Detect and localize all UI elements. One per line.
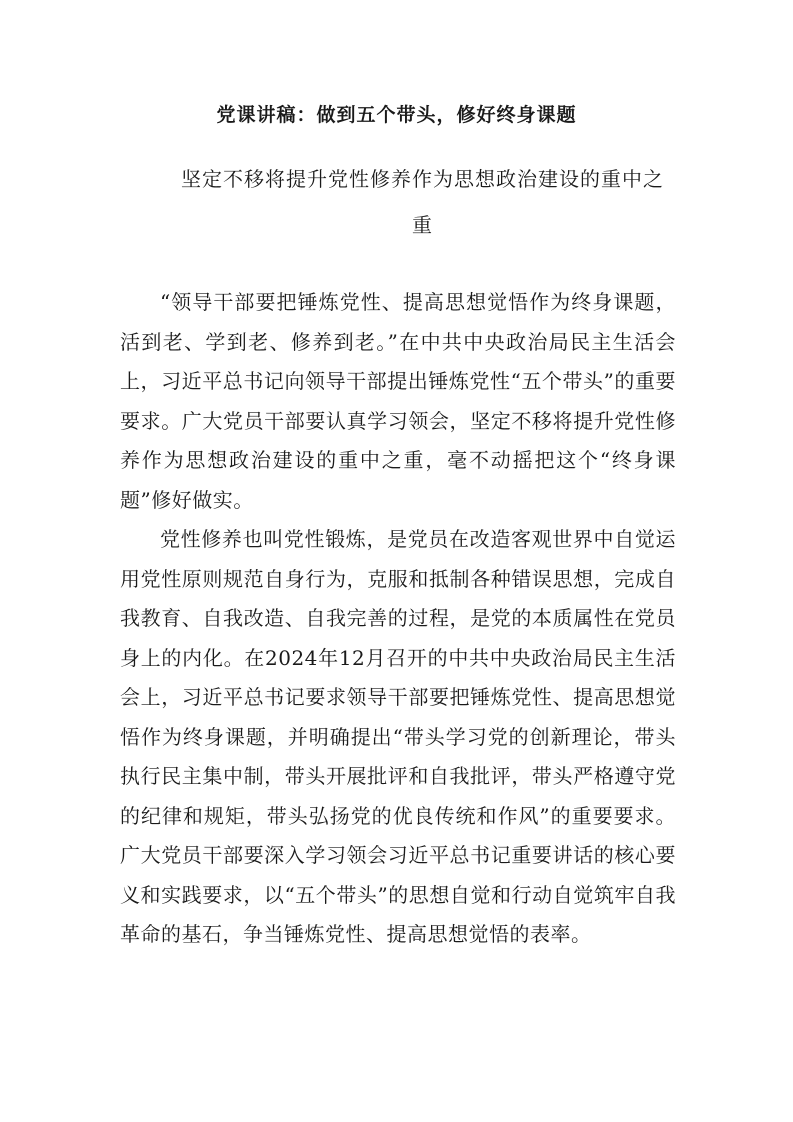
document-body xyxy=(120,283,676,955)
document-subtitle: 坚定不移将提升党性修养作为思想政治建设的重中之重 xyxy=(181,167,664,237)
paragraph-1: “领导干部要把锤炼党性、提高思想觉悟作为终身课题，活到老、学到老、修养到老。”在中共中央政治局民主生活会上，习近平总书记向领导干部提出锤炼党性“五个带头”的重要要求。广大党员干部要认真学习领会，坚定不移将提升党性修养作为思想政治建设的重中之重，毫不动摇把这个“终身课题”修好做实。 xyxy=(120,290,676,512)
document-title: 党课讲稿：做到五个带头，修好终身课题 xyxy=(216,104,577,126)
paragraph-2: 党性修养也叫党性锻炼，是党员在改造客观世界中自觉运用党性原则规范自身行为，克服和抵制各种错误思想，完成自我教育、自我改造、自我完善的过程，是党的本质属性在党员身上的内化。在2024年12月召开的中共中央政治局民主生活会上，习近平总书记要求领导干部要把锤炼党性、提高思想觉悟作为终身课题，并明确提出“带头学习党的创新理论，带头执行民主集中制，带头开展批评和自我批评，带头严格遵守党的纪律和规矩，带头弘扬党的优良传统和作风”的重要要求。广大党员干部要深入学习领会习近平总书记重要讲话的核心要义和实践要求，以“五个带头”的思想自觉和行动自觉筑牢自我革命的基石，争当锤炼党性、提高思想觉悟的表率。 xyxy=(120,527,676,946)
